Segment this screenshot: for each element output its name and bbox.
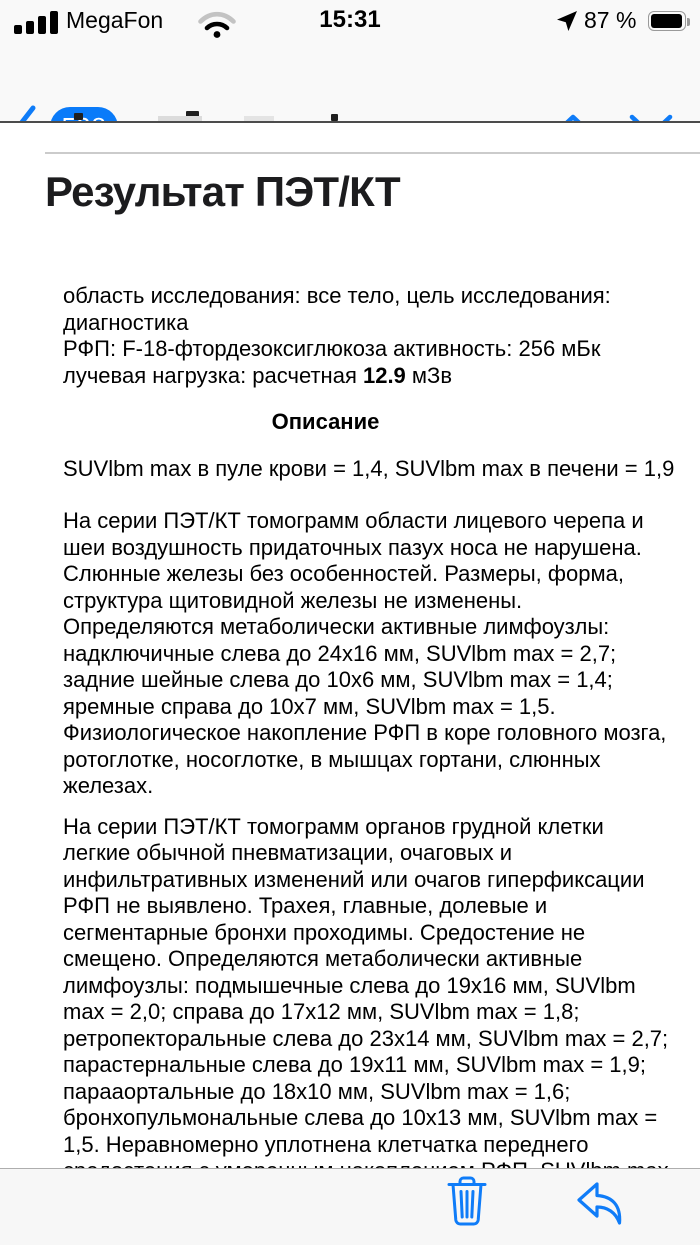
clipped-text-fragment: [331, 114, 338, 121]
text-line: лимфоузлы: подмышечные слева до 19х16 мм, SUVlbm: [63, 972, 636, 998]
text-line: задние шейные слева до 10х6 мм, SUVlbm max = 1,4;: [63, 667, 613, 692]
dose-line: лучевая нагрузка: расчетная 12.9 мЗв: [63, 362, 453, 388]
location-arrow-icon: [556, 10, 578, 32]
text-line: Физиологическое накопление РФП в коре головного мозга,: [63, 720, 667, 745]
text-line: Слюнные железы без особенностей. Размеры, форма,: [63, 561, 624, 586]
text-line: легкие обычной пневматизации, очаговых и: [63, 840, 513, 865]
text-line: На серии ПЭТ/КТ томограмм органов грудной клетки: [63, 813, 604, 839]
text-line: надключичные слева до 24х16 мм, SUVlbm max = 2,7;: [63, 640, 617, 666]
battery-percent-label: 87 %: [584, 7, 637, 33]
clipped-text-fragment: [74, 113, 83, 120]
text-line: область исследования: все тело, цель исследования:: [63, 283, 611, 308]
text-line: диагностика: [63, 309, 189, 335]
text-line: парааортальные до 18х10 мм, SUVlbm max = 1,6;: [63, 1078, 571, 1104]
text-line: парастернальные слева до 19х11 мм, SUVlbm max = 1,9;: [63, 1052, 646, 1077]
carrier-label: MegaFon: [66, 7, 164, 33]
paragraph-head-neck: [63, 508, 700, 800]
text-line: ротоглотке, носоглотке, в мышцах гортани, слюнных: [63, 746, 601, 772]
paragraph-chest: [63, 814, 700, 1185]
text-line: РФП не выявлено. Трахея, главные, долевые и: [63, 893, 548, 918]
text-line: бронхопульмональные слева до 10х13 мм, SUVlbm max =: [63, 1105, 658, 1130]
dose-value: 12.9: [362, 362, 406, 388]
clock: 15:31: [319, 6, 381, 33]
section-heading: Описание: [271, 409, 380, 434]
text-line: инфильтративных изменений или очагов гиперфиксации: [63, 866, 645, 892]
reply-icon: [574, 1180, 628, 1226]
mail-nav-bar: [0, 44, 700, 121]
text-line: ретропекторальные слева до 23х14 мм, SUVlbm max = 2,7;: [63, 1025, 669, 1051]
battery-icon: [648, 11, 686, 31]
text-line: смещено. Определяются метаболически активные: [63, 946, 583, 971]
text-line: шеи воздушность придаточных пазух носа не нарушена.: [63, 534, 642, 560]
top-bars: [0, 0, 700, 123]
text-line: max = 2,0; справа до 17х12 мм, SUVlbm max = 1,8;: [63, 999, 580, 1024]
reply-button[interactable]: [574, 1180, 628, 1229]
text-line: На серии ПЭТ/КТ томограмм области лицевого черепа и: [63, 508, 644, 533]
text-line: 1,5. Неравномерно уплотнена клетчатка переднего: [63, 1131, 589, 1157]
status-bar: [0, 0, 700, 44]
document-title: Результат ПЭТ/КТ: [45, 168, 400, 215]
text-line: сегментарные бронхи проходимы. Средостение не: [63, 919, 586, 945]
text-line: железах.: [63, 773, 154, 798]
delete-button[interactable]: [446, 1175, 488, 1230]
study-info-block: [63, 283, 700, 389]
trash-icon: [446, 1175, 488, 1227]
text-line: структура щитовидной железы не изменены.: [63, 587, 523, 613]
email-body-scroll-area[interactable]: [0, 123, 700, 1168]
suv-reference-line: SUVlbm max в пуле крови = 1,4, SUVlbm max в печени = 1,9: [63, 455, 675, 481]
text-line: РФП: F-18-фтордезоксиглюкоза активность: 256 мБк: [63, 336, 601, 361]
text-line: Определяются метаболически активные лимфоузлы:: [63, 614, 610, 639]
mail-toolbar: [0, 1168, 700, 1245]
text-line: яремные справа до 10х7 мм, SUVlbm max = 1,5.: [63, 693, 556, 719]
title-divider: [45, 152, 700, 154]
